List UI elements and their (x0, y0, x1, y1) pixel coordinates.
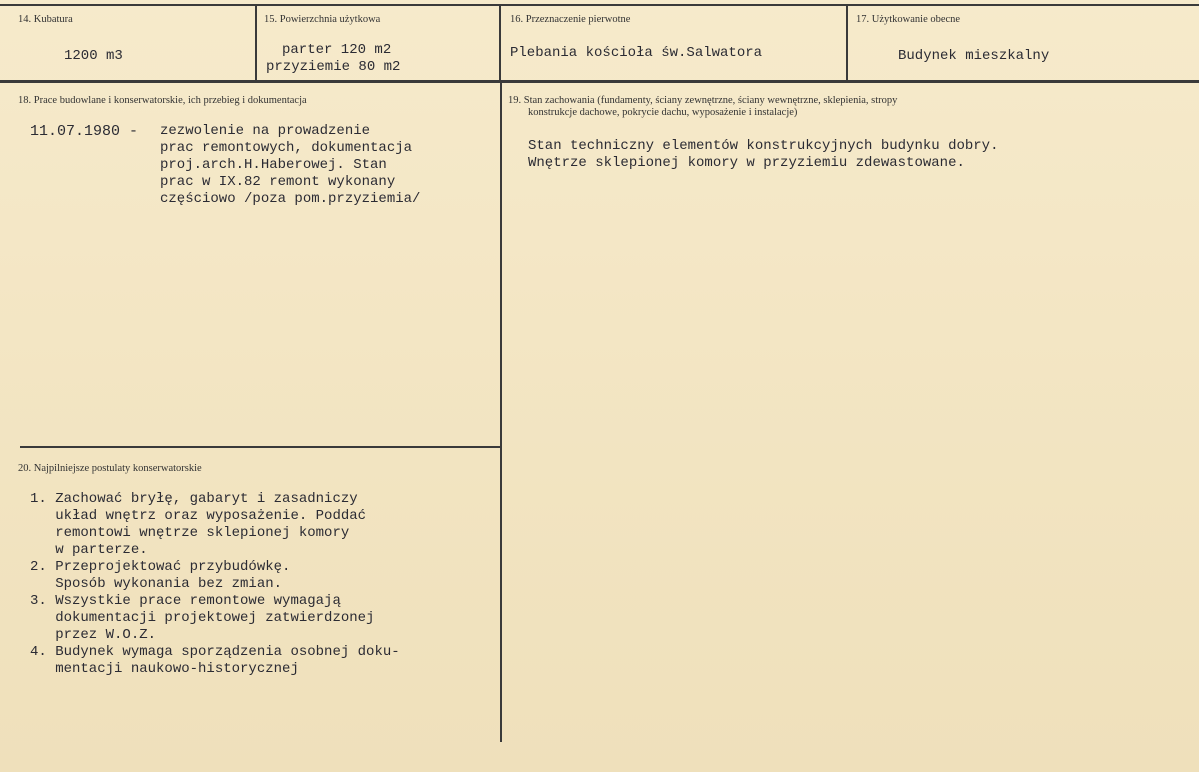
field-18-date: 11.07.1980 - (30, 123, 139, 140)
field-20-line: dokumentacji projektowej zatwierdzonej (30, 610, 375, 626)
field-19-text (528, 138, 998, 172)
field-20-line: 2. Przeprojektować przybudówkę. (30, 559, 291, 575)
field-20-line: układ wnętrz oraz wyposażenie. Poddać (30, 508, 367, 524)
field-18-line: proj.arch.H.Haberowej. Stan (160, 157, 387, 173)
field-14-label: 14. Kubatura (18, 14, 73, 25)
field-16-value: Plebania kościoła św.Salwatora (510, 45, 763, 61)
field-18-line: prac w IX.82 remont wykonany (160, 174, 396, 190)
field-20-line: mentacji naukowo-historycznej (30, 661, 299, 677)
field-20-line: w parterze. (30, 542, 148, 558)
divider-16-17 (846, 5, 848, 82)
field-20-line: remontowi wnętrze sklepionej komory (30, 525, 350, 541)
divider-18-20 (20, 446, 500, 448)
field-18-label: 18. Prace budowlane i konserwatorskie, ich przebieg i dokumentacja (18, 95, 307, 106)
field-18-line: zezwolenie na prowadzenie (160, 123, 371, 139)
field-20-line: Sposób wykonania bez zmian. (30, 576, 283, 592)
field-20-text (30, 491, 400, 678)
field-20-line: 1. Zachować bryłę, gabaryt i zasadniczy (30, 491, 358, 507)
field-18-line: częściowo /poza pom.przyziemia/ (160, 191, 421, 207)
top-border (0, 4, 1199, 6)
field-19-line: Wnętrze sklepionej komory w przyziemiu zdewastowane. (528, 155, 965, 171)
field-15-line-1: parter 120 m2 (282, 42, 392, 58)
field-19-line: Stan techniczny elementów konstrukcyjnych budynku dobry. (528, 138, 999, 154)
header-row-divider (0, 80, 1199, 83)
field-18-text (160, 123, 420, 208)
field-16-label: 16. Przeznaczenie pierwotne (510, 14, 631, 25)
field-19-label-line-1: 19. Stan zachowania (fundamenty, ściany zewnętrzne, ściany wewnętrzne, sklepienia, stropy (508, 95, 898, 106)
divider-left-right (500, 82, 502, 742)
field-17-value: Budynek mieszkalny (898, 48, 1050, 64)
divider-15-16 (499, 5, 501, 82)
field-20-label: 20. Najpilniejsze postulaty konserwatorskie (18, 463, 202, 474)
field-20-line: 4. Budynek wymaga sporządzenia osobnej doku- (30, 644, 400, 660)
field-19-label-line-2: konstrukcje dachowe, pokrycie dachu, wyposażenie i instalacje) (528, 107, 798, 118)
field-20-line: przez W.O.Z. (30, 627, 157, 643)
field-17-label: 17. Użytkowanie obecne (856, 14, 961, 25)
field-15-label: 15. Powierzchnia użytkowa (264, 14, 381, 25)
divider-14-15 (255, 5, 257, 82)
field-18-line: prac remontowych, dokumentacja (160, 140, 413, 156)
field-15-line-2: przyziemie 80 m2 (266, 59, 401, 75)
field-14-value: 1200 m3 (64, 48, 123, 64)
field-20-line: 3. Wszystkie prace remontowe wymagają (30, 593, 341, 609)
